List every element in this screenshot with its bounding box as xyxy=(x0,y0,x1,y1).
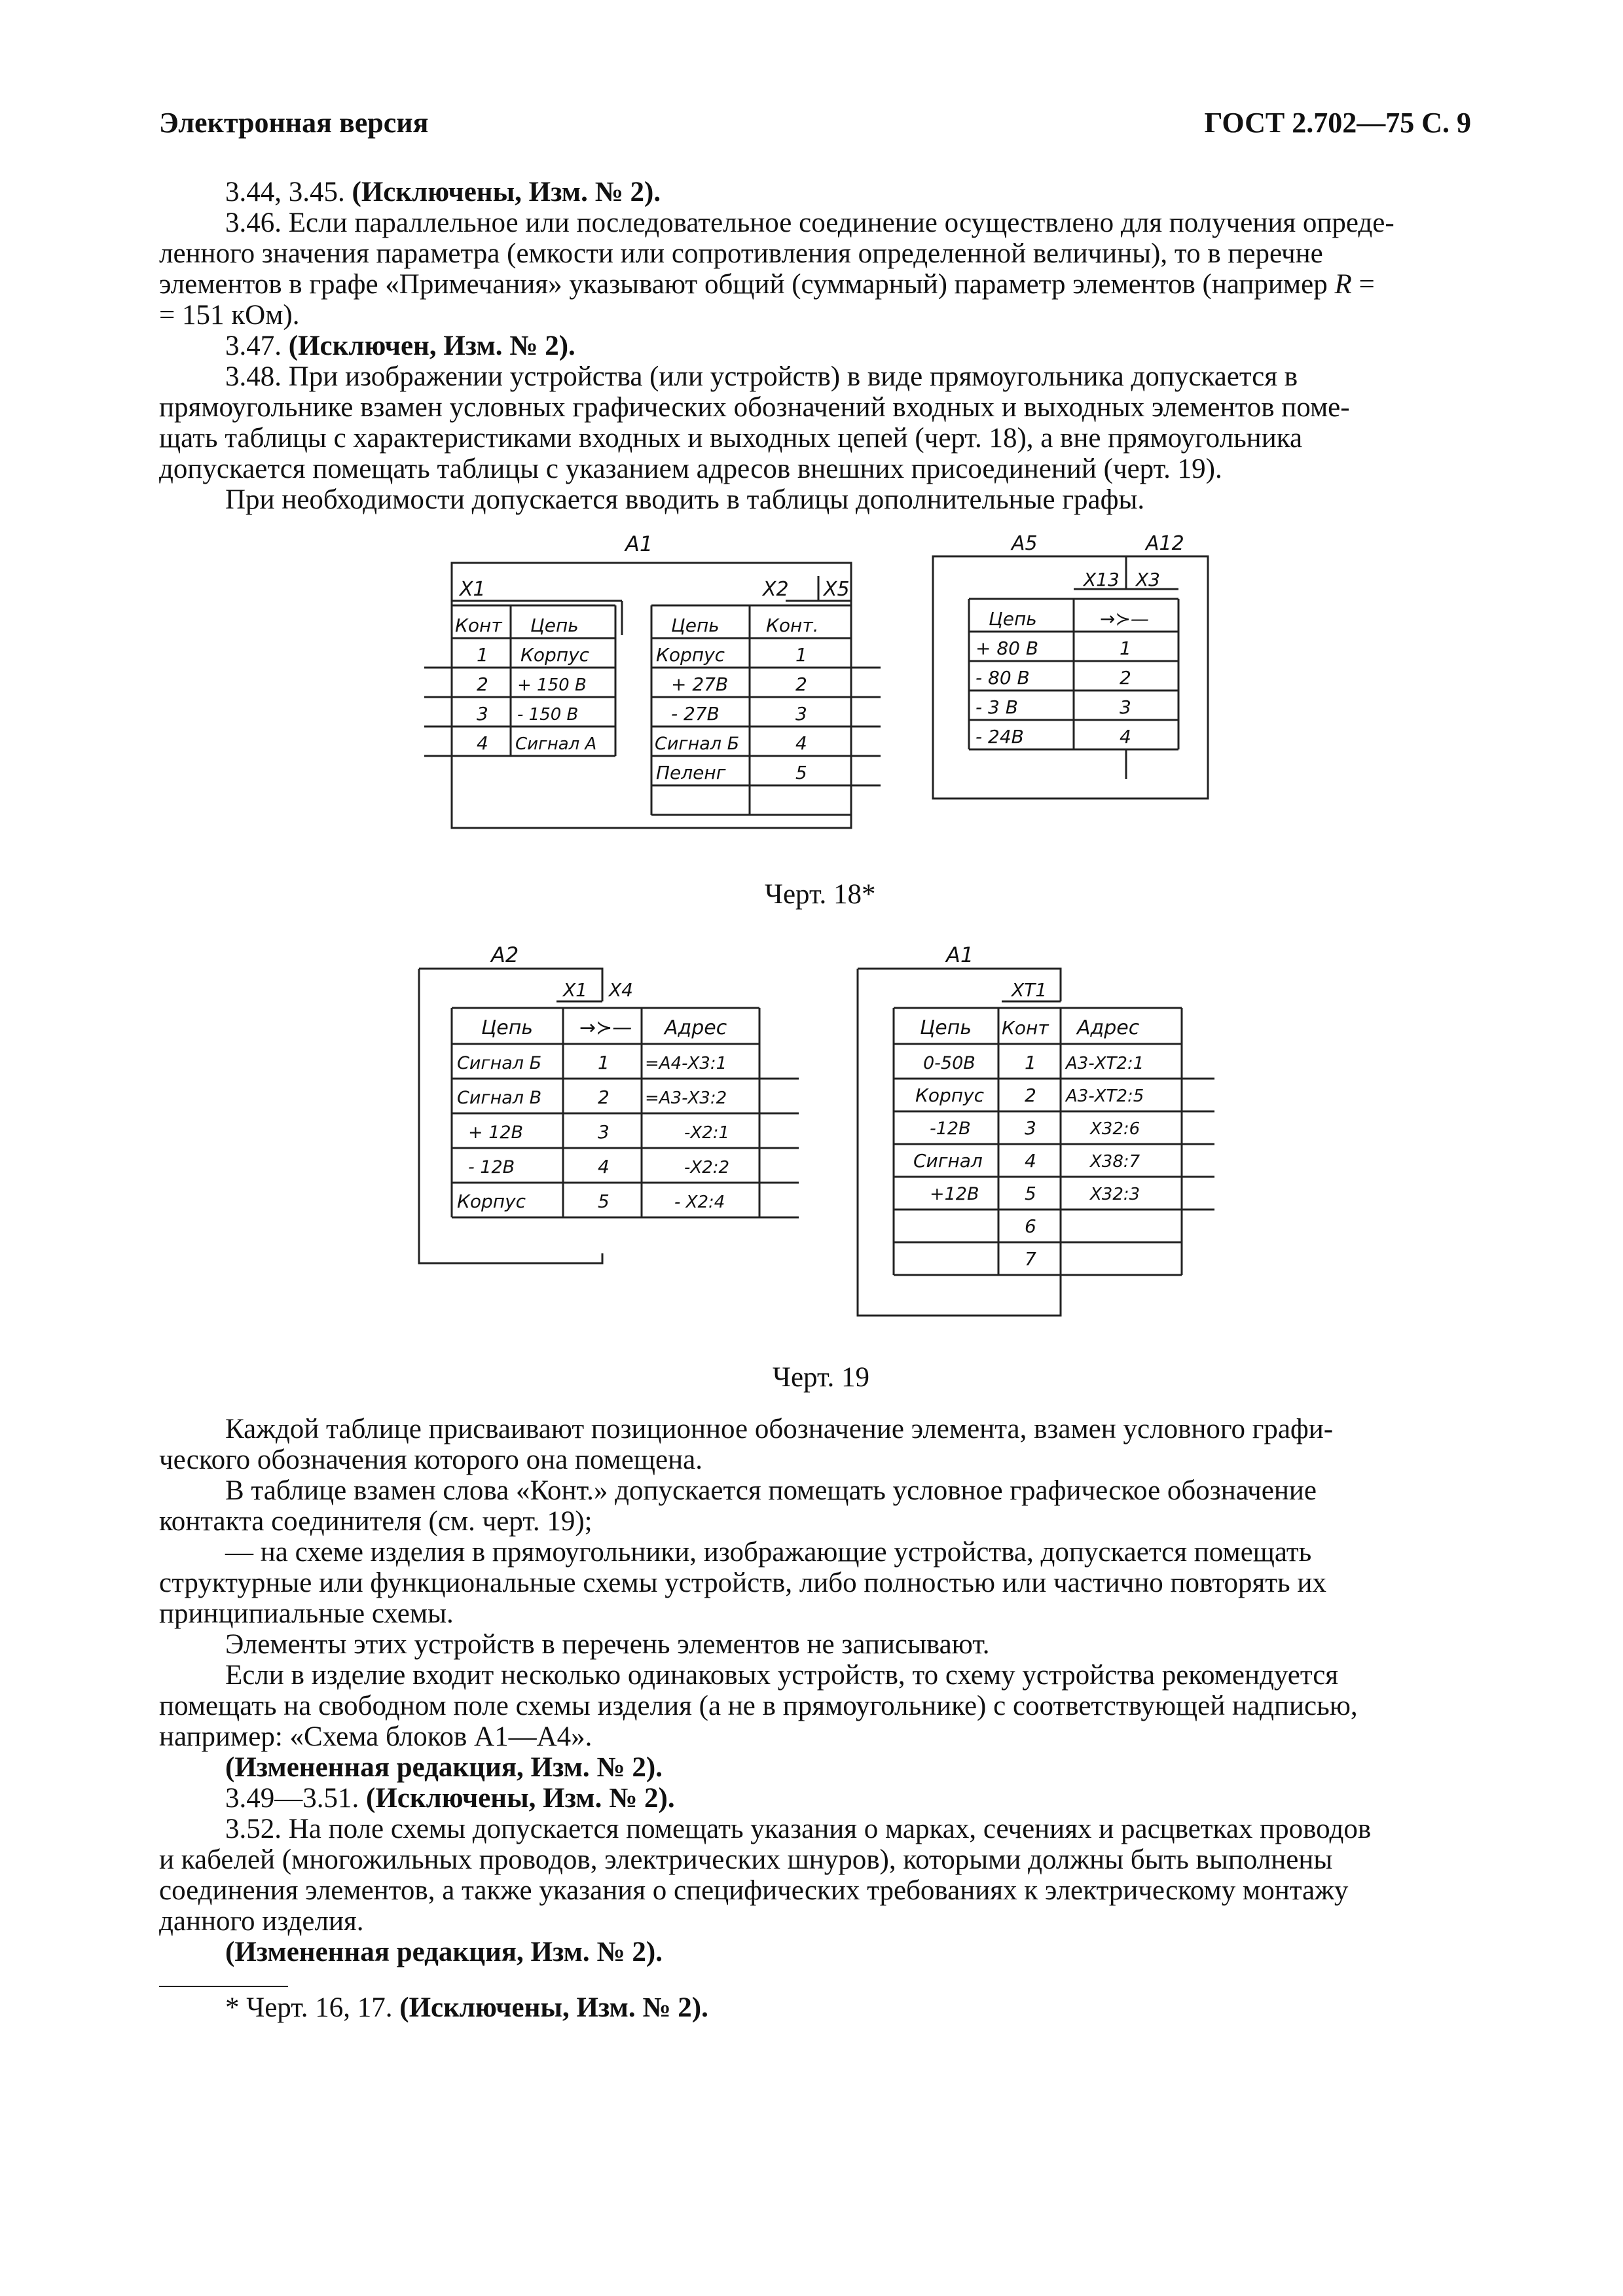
label-x13: Х13 xyxy=(1084,569,1120,590)
label-x1: Х1 xyxy=(460,578,486,601)
paragraph-elements-not-listed: Элементы этих устройств в перечень элементов не записывают. xyxy=(225,1629,990,1660)
caption-fig18: Черт. 18* xyxy=(765,879,876,910)
text-line: ленного значения параметра (емкости или сопротивления определенной величины), то в перечне xyxy=(159,238,1323,269)
x2-cell: Пеленг xyxy=(656,762,726,783)
label-a1: А1 xyxy=(625,531,653,556)
text-line: Каждой таблице присваивают позиционное обозначение элемента, взамен условного графи- xyxy=(225,1414,1334,1444)
paragraph-3-48 xyxy=(159,361,1475,484)
text-line: В таблице взамен слова «Конт.» допускается помещать условное графическое обозначение xyxy=(225,1475,1317,1506)
x13-cell: - 24В xyxy=(976,726,1024,747)
right-cell: Х32:6 xyxy=(1090,1119,1140,1139)
figure-18 xyxy=(419,524,1224,844)
x2-cell: + 27В xyxy=(671,673,729,695)
paragraph-identical-devices xyxy=(159,1660,1475,1752)
header-right: ГОСТ 2.702—75 С. 9 xyxy=(1204,107,1471,139)
left-cell: - Х2:4 xyxy=(674,1193,725,1212)
right-cell: 0-50В xyxy=(923,1053,976,1073)
right-cell: Корпус xyxy=(915,1085,985,1106)
text-line xyxy=(159,269,1475,300)
text-line: допускается помещать таблицы с указанием адресов внешних присоединений (черт. 19). xyxy=(159,454,1222,484)
label-x5: Х5 xyxy=(824,578,850,601)
amendment-note: (Исключены, Изм. № 2). xyxy=(366,1783,675,1814)
text-line: например: «Схема блоков А1—А4». xyxy=(159,1721,593,1752)
label-a2: А2 xyxy=(491,942,519,967)
x2-cell: 3 xyxy=(795,703,807,725)
x2-cell: 4 xyxy=(795,732,807,754)
x1-cell: + 150 В xyxy=(517,675,587,695)
paragraph-structural-schemes xyxy=(159,1537,1475,1629)
x1-cell: Сигнал А xyxy=(515,734,597,754)
x1-header-circuit: Цепь xyxy=(530,615,579,636)
text-line: контакта соединителя (см. черт. 19); xyxy=(159,1506,593,1537)
x2-header-kont: Конт. xyxy=(766,615,819,636)
x13-cell: 4 xyxy=(1120,726,1131,747)
label-x4: Х4 xyxy=(609,979,633,1001)
x2-cell: 1 xyxy=(795,644,807,666)
left-header-address: Адрес xyxy=(665,1016,727,1039)
x13-cell: - 80 В xyxy=(976,667,1030,689)
left-cell: Сигнал В xyxy=(457,1088,542,1108)
x1-cell: - 150 В xyxy=(517,705,579,725)
text-line: — на схеме изделия в прямоугольники, изображающие устройства, допускается помещать xyxy=(225,1537,1312,1568)
left-cell: - 12В xyxy=(468,1157,515,1177)
header-left: Электронная версия xyxy=(159,107,429,139)
x13-header-circuit: Цепь xyxy=(989,608,1037,630)
x2-cell: Сигнал Б xyxy=(655,734,740,754)
left-cell: + 12В xyxy=(468,1122,524,1143)
text-line: и кабелей (многожильных проводов, электрических шнуров), которыми должны быть выполнены xyxy=(159,1844,1333,1875)
left-cell: =А3-Х3:2 xyxy=(645,1088,727,1108)
x1-cell: 3 xyxy=(477,703,488,725)
x2-cell: 2 xyxy=(795,673,807,695)
right-cell: 5 xyxy=(1025,1183,1036,1204)
right-cell: 2 xyxy=(1025,1085,1036,1106)
x2-cell: 5 xyxy=(795,762,807,783)
right-header-circuit: Цепь xyxy=(920,1016,972,1039)
figure-19 xyxy=(406,936,1237,1322)
left-cell: -Х2:2 xyxy=(684,1158,730,1177)
x2-header-circuit: Цепь xyxy=(671,615,720,636)
text-line: 3.52. На поле схемы допускается помещать указания о марках, сечениях и расцветках проводов xyxy=(225,1814,1372,1844)
left-cell: =А4-Х3:1 xyxy=(645,1054,727,1073)
text-line: ческого обозначения которого она помещена. xyxy=(159,1444,702,1475)
paragraph-3-46 xyxy=(159,207,1475,331)
left-cell: -Х2:1 xyxy=(684,1123,730,1143)
x1-cell: 1 xyxy=(477,644,488,666)
text-line: прямоугольнике взамен условных графических обозначений входных и выходных элементов поме- xyxy=(159,392,1350,423)
text-line: щать таблицы с характеристиками входных и выходных цепей (черт. 18), а вне прямоугольника xyxy=(159,423,1303,454)
x2-cell: - 27В xyxy=(671,703,720,725)
caption-fig19: Черт. 19 xyxy=(773,1362,870,1393)
text-line: = 151 кОм). xyxy=(159,300,300,331)
right-header-address: Адрес xyxy=(1077,1016,1140,1039)
left-cell: 5 xyxy=(598,1191,610,1212)
label-x1: Х1 xyxy=(563,979,587,1001)
amendment-note: (Исключены, Изм. № 2). xyxy=(352,177,661,207)
right-cell: Сигнал xyxy=(913,1150,983,1172)
right-cell: Х32:3 xyxy=(1090,1185,1140,1204)
left-header-connector: →≻— xyxy=(579,1016,632,1039)
right-cell: -12В xyxy=(930,1119,971,1139)
label-a12: А12 xyxy=(1146,532,1184,555)
text-line: данного изделия. xyxy=(159,1906,364,1937)
text-line: принципиальные схемы. xyxy=(159,1598,454,1629)
paragraph-3-44 xyxy=(159,177,1475,207)
left-cell: 4 xyxy=(598,1156,610,1177)
x13-cell: - 3 В xyxy=(976,696,1018,718)
right-cell: 4 xyxy=(1025,1150,1036,1172)
right-cell: 1 xyxy=(1025,1052,1036,1073)
footnote-text: * Черт. 16, 17. xyxy=(225,1992,400,2023)
footnote-divider xyxy=(159,1986,288,1987)
text-line: помещать на свободном поле схемы изделия (а не в прямоугольнике) с соответствующей надписью, xyxy=(159,1691,1358,1721)
right-header-kont: Конт xyxy=(1002,1017,1049,1039)
x13-cell: + 80 В xyxy=(976,637,1039,659)
paragraph-3-52 xyxy=(159,1814,1475,1937)
clause-number: 3.47. xyxy=(225,331,282,361)
paragraph-extra-columns: При необходимости допускается вводить в таблицы дополнительные графы. xyxy=(225,484,1145,515)
left-cell: Сигнал Б xyxy=(457,1053,542,1073)
label-x3: Х3 xyxy=(1136,569,1160,590)
paragraph-3-49-3-51 xyxy=(159,1783,1475,1814)
footnote xyxy=(159,1992,1475,2023)
x13-cell: 2 xyxy=(1120,667,1131,689)
left-cell: 2 xyxy=(598,1086,610,1108)
text-line: 3.46. Если параллельное или последовательное соединение осуществлено для получения опреде- xyxy=(225,207,1395,238)
footnote-amendment: (Исключены, Изм. № 2). xyxy=(399,1992,708,2023)
paragraph-3-47 xyxy=(159,331,1475,361)
amendment-note: (Измененная редакция, Изм. № 2). xyxy=(225,1752,663,1783)
label-x2: Х2 xyxy=(763,578,789,601)
right-cell: +12В xyxy=(930,1184,979,1204)
amendment-note: (Исключен, Изм. № 2). xyxy=(288,331,575,361)
left-cell: 1 xyxy=(598,1052,610,1073)
right-cell: Х38:7 xyxy=(1090,1152,1140,1172)
text-segment: элементов в графе «Примечания» указывают общий (суммарный) параметр элементов (например xyxy=(159,269,1335,300)
x1-cell: 2 xyxy=(477,673,488,695)
text-segment: = xyxy=(1351,269,1375,300)
paragraph-kont-replacement xyxy=(159,1475,1475,1537)
clause-number: 3.44, 3.45. xyxy=(225,177,345,207)
right-cell: 6 xyxy=(1025,1215,1036,1237)
right-cell: А3-ХТ2:5 xyxy=(1066,1086,1144,1106)
x1-header-kont: Конт xyxy=(455,615,502,636)
x1-cell: Корпус xyxy=(520,644,590,666)
label-a5: А5 xyxy=(1012,532,1038,555)
right-cell: 3 xyxy=(1025,1117,1036,1139)
left-header-circuit: Цепь xyxy=(481,1016,534,1039)
label-a1: А1 xyxy=(946,942,974,967)
paragraph-table-designation xyxy=(159,1414,1475,1475)
x2-cell: Корпус xyxy=(656,644,725,666)
right-cell: 7 xyxy=(1025,1248,1036,1270)
clause-number: 3.49—3.51. xyxy=(225,1783,359,1814)
x13-cell: 1 xyxy=(1120,637,1131,659)
text-line: соединения элементов, а также указания о специфических требованиях к электрическому монтажу xyxy=(159,1875,1349,1906)
symbol-r: R xyxy=(1334,269,1352,300)
text-line: структурные или функциональные схемы устройств, либо полностью или частично повторять их xyxy=(159,1568,1326,1598)
left-cell: 3 xyxy=(598,1121,610,1143)
label-xt1: ХТ1 xyxy=(1012,979,1048,1001)
x13-header-connector: →≻— xyxy=(1100,608,1149,630)
text-line: 3.48. При изображении устройства (или устройств) в виде прямоугольника допускается в xyxy=(225,361,1298,392)
text-line: Если в изделие входит несколько одинаковых устройств, то схему устройства рекомендуется xyxy=(225,1660,1339,1691)
x1-cell: 4 xyxy=(477,732,488,754)
left-cell: Корпус xyxy=(457,1191,526,1212)
amendment-note: (Измененная редакция, Изм. № 2). xyxy=(225,1937,663,1967)
right-cell: А3-ХТ2:1 xyxy=(1066,1054,1144,1073)
x13-cell: 3 xyxy=(1120,696,1131,718)
